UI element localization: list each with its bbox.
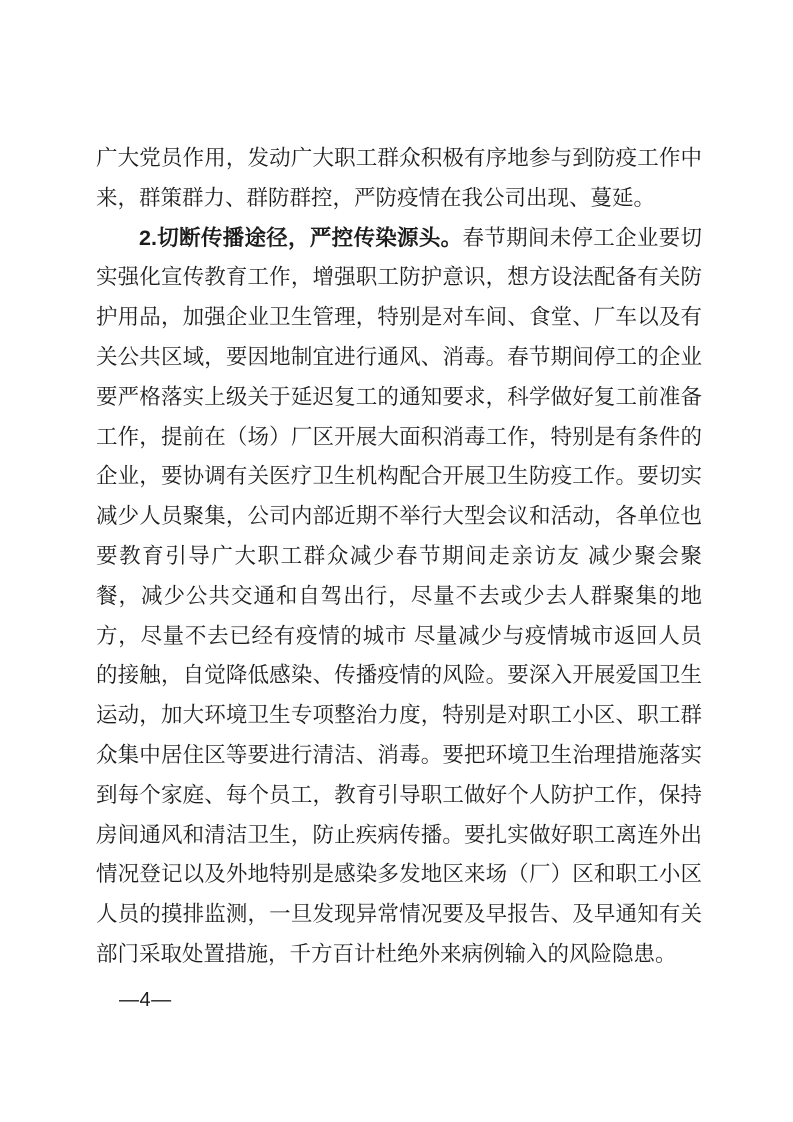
paragraph-continuation [96,139,702,219]
document-body [96,139,702,975]
page-number: —4— [119,989,172,1011]
paragraph-continuation-text: 广大党员作用，发动广大职工群众积极有序地参与到防疫工作中来，群策群力、群防群控，严防疫情在我公司出现、蔓延。 [96,146,702,210]
section-2-body-text: 春节期间未停工企业要切实强化宣传教育工作，增强职工防护意识，想方设法配备有关防护用品，加强企业卫生管理，特别是对车间、食堂、厂车以及有关公共区域，要因地制宜进行通风、消毒。春节期间停工的企业要严格落实上级关于延迟复工的通知要求，科学做好复工前准备工作，提前在（场）厂区开展大面积消毒工作，特别是有条件的企业，要协调有关医疗卫生机构配合开展卫生防疫工作。要切实减少人员聚集，公司内部近期不举行大型会议和活动，各单位也要教育引导广大职工群众减少春节期间走亲访友 减少聚会聚餐，减少公共交通和自驾出行，尽量不去或少去人群聚集的地方，尽量不去已经有疫情的城市 尽量减少与疫情城市返回人员的接触，自觉降低感染、传播疫情的风险。要深入开展爱国卫生运动，加大环境卫生专项整治力度，特别是对职工小区、职工群众集中居住区等要进行清洁、消毒。要把环境卫生治理措施落实到每个家庭、每个员工，教育引导职工做好个人防护工作，保持房间通风和清洁卫生，防止疾病传播。要扎实做好职工离连外出情况登记以及外地特别是感染多发地区来场（厂）区和职工小区人员的摸排监测，一旦发现异常情况要及早报告、及早通知有关部门采取处置措施，千方百计杜绝外来病例输入的风险隐患。 [96,225,702,966]
section-2-heading: 2.切断传播途径，严控传染源头。 [139,225,463,250]
paragraph-section-2 [96,219,702,975]
